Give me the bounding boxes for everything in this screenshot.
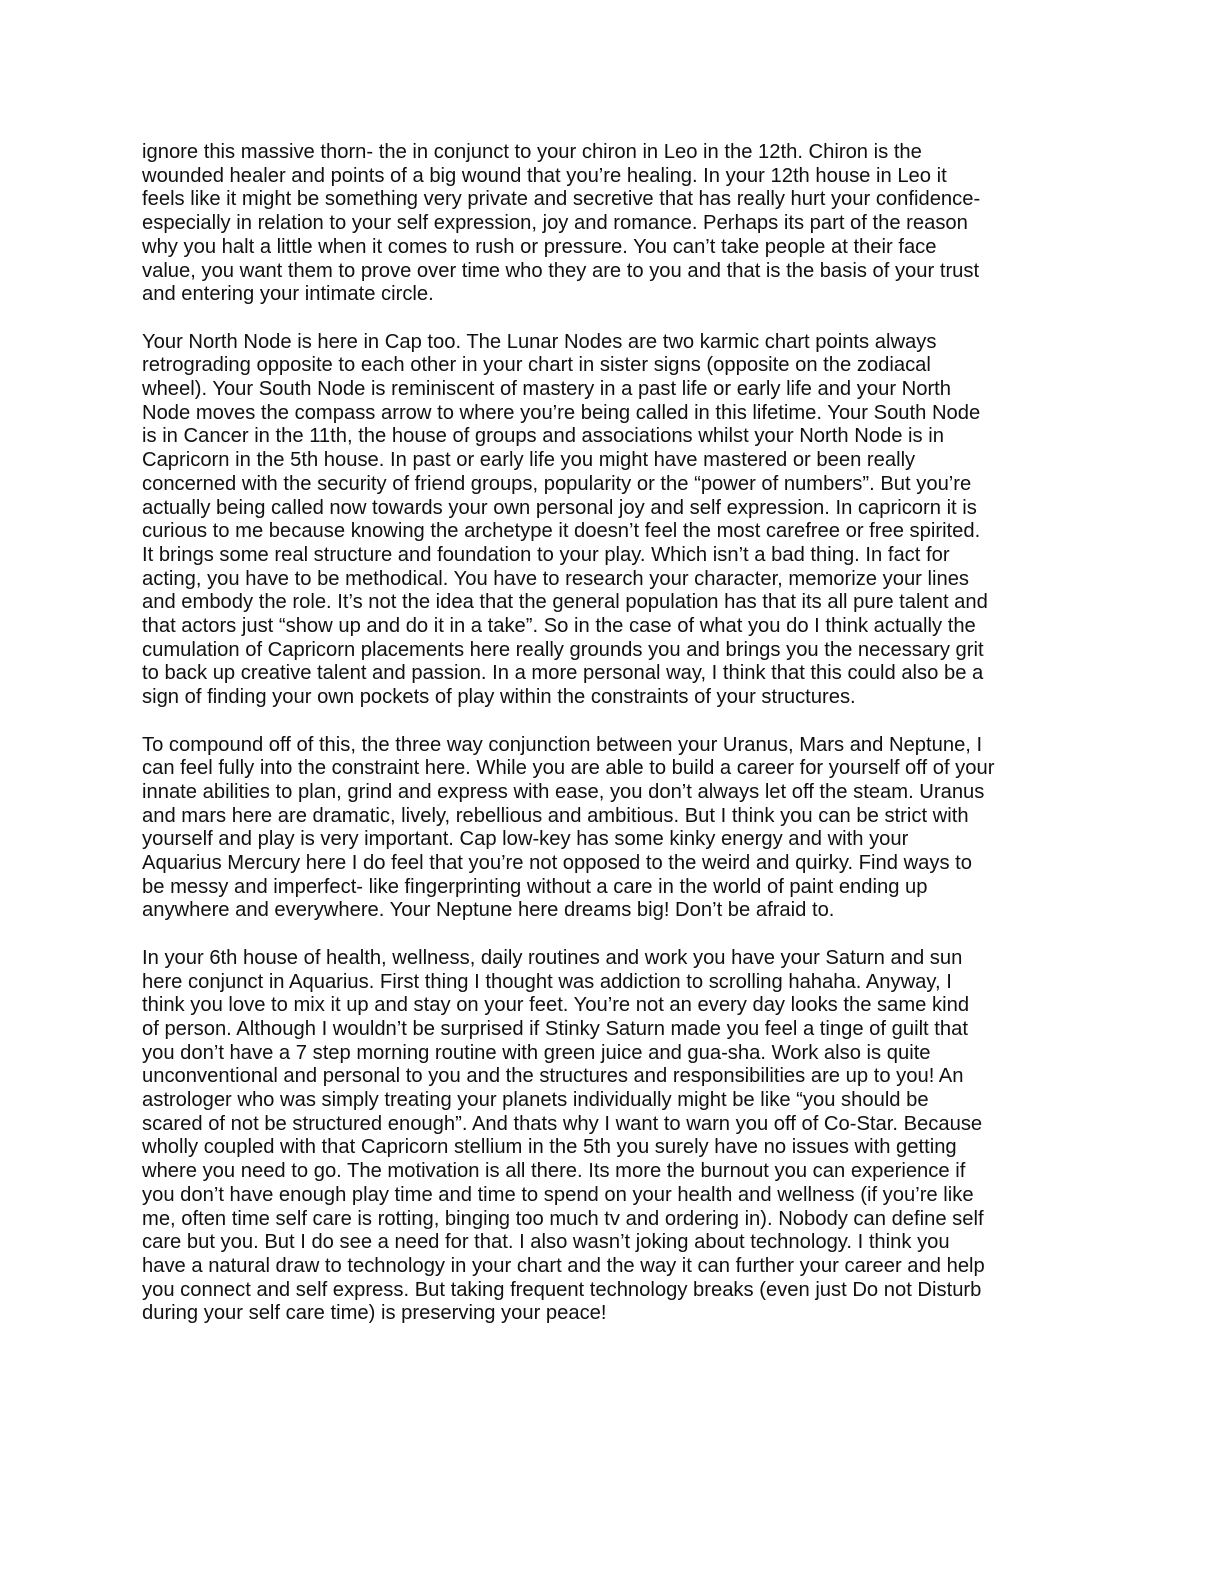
document-page [142,141,1077,1350]
paragraph-chiron: ignore this massive thorn- the in conjunct to your chiron in Leo in the 12th. Chiron is the wounded healer and points of a big wound that you’re healing. In your 12th house in Leo it feels like it might be something very private and secretive that has really hurt your confidence- especially in relation to your self expression, joy and romance. Perhaps its part of the reason why you halt a little when it comes to rush or pressure. You can’t take people at their face value, you want them to prove over time who they are to you and that is the basis of your trust and entering your intimate circle. [142,141,981,306]
paragraph-sixth-house: In your 6th house of health, wellness, daily routines and work you have your Saturn and sun here conjunct in Aquarius. First thing I thought was addiction to scrolling hahaha. Anyway, I think you love to mix it up and stay on your feet. You’re not an every day looks the same kind of person. Although I wouldn’t be surprised if Stinky Saturn made you feel a tinge of guilt that you don’t have a 7 step morning routine with green juice and gua-sha. Work also is quite unconventional and personal to you and the structures and responsibilities are up to you! An astrologer who was simply treating your planets individually might be like “you should be scared of not be structured enough”. And thats why I want to warn you off of Co-Star. Because wholly coupled with that Capricorn stellium in the 5th you surely have no issues with getting where you need to go. The motivation is all there. Its more the burnout you can experience if you don’t have enough play time and time to spend on your health and wellness (if you’re like me, often time self care is rotting, binging too much tv and ordering in). Nobody can define self care but you. But I do see a need for that. I also wasn’t joking about technology. I think you have a natural draw to technology in your chart and the way it can further your career and help you connect and self express. But taking frequent technology breaks (even just Do not Disturb during your self care time) is preserving your peace! [142,946,985,1325]
paragraph-conjunction: To compound off of this, the three way conjunction between your Uranus, Mars and Neptune, I can feel fully into the constraint here. While you are able to build a career for yourself off of your innate abilities to plan, grind and express with ease, you don’t always let off the steam. Uranus and mars here are dramatic, lively, rebellious and ambitious. But I think you can be strict with yourself and play is very important. Cap low-key has some kinky energy and with your Aquarius Mercury here I do feel that you’re not opposed to the weird and quirky. Find ways to be messy and imperfect- like fingerprinting without a care in the world of paint ending up anywhere and everywhere. Your Neptune here dreams big! Don’t be afraid to. [142,733,995,922]
paragraph-north-node: Your North Node is here in Cap too. The Lunar Nodes are two karmic chart points always retrograding opposite to each other in your chart in sister signs (opposite on the zodiacal wheel). Your South Node is reminiscent of mastery in a past life or early life and your North Node moves the compass arrow to where you’re being called in this lifetime. Your South Node is in Cancer in the 11th, the house of groups and associations whilst your North Node is in Capricorn in the 5th house. In past or early life you might have mastered or been really concerned with the security of friend groups, popularity or the “power of numbers”. But you’re actually being called now towards your own personal joy and self expression. In capricorn it is curious to me because knowing the archetype it doesn’t feel the most carefree or free spirited. It brings some real structure and foundation to your play. Which isn’t a bad thing. In fact for acting, you have to be methodical. You have to research your character, memorize your lines and embody the role. It’s not the idea that the general population has that its all pure talent and that actors just “show up and do it in a take”. So in the case of what you do I think actually the cumulation of Capricorn placements here really grounds you and brings you the necessary grit to back up creative talent and passion. In a more personal way, I think that this could also be a sign of finding your own pockets of play within the constraints of your structures. [142,330,988,709]
